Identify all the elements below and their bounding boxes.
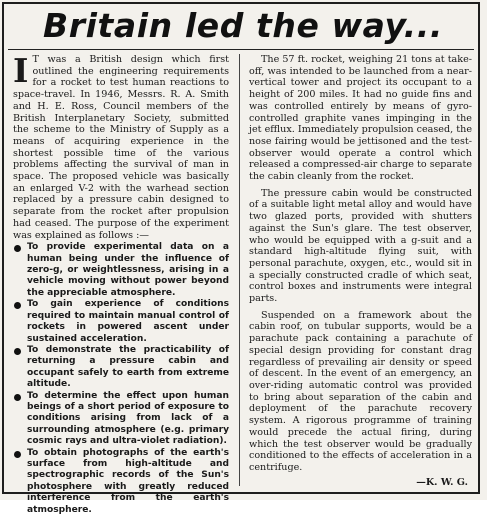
bullet-icon	[14, 394, 21, 401]
bullet-icon	[14, 302, 21, 309]
body-paragraph: The pressure cabin would be constructed of a suitable light metal alloy and would have two glazed ports, provided with shutters against the Sun's glare. The test observer, who would be equipped with a g-suit and a standard high-altitude flying suit, with personal parachute, oxygen, etc., would sit in a specially constructed cradle of which seat, control boxes and instruments were integral parts.	[249, 187, 472, 305]
objective-text: To provide experimental data on a human being under the influence of zero-g, or weightlessness, arising in a vehicle moving without power beyond the appreciable atmosphere.	[27, 242, 229, 298]
body-paragraph: Suspended on a framework about the cabin roof, on tubular supports, would be a parachute pack containing a parachute of special design providing for constant drag regardless of prevailing air density or speed of descent. In the event of an emergency, an over-riding automatic control was provided to bring about separation of the cabin and deployment of the parachute recovery system. A rigorous programme of training would precede the actual firing, during which the test observer would be gradually conditioned to the effects of acceleration in a centrifuge.	[249, 309, 472, 473]
right-column	[249, 54, 472, 494]
intro-paragraph	[13, 51, 229, 241]
column-divider	[239, 54, 240, 486]
objective-item	[13, 391, 229, 448]
objective-text: To determine the effect upon human beings of a short period of exposure to conditions arising from lack of a surrounding atmosphere (e.g. primary cosmic rays and ultra-violet radiation).	[27, 390, 229, 447]
author-signature: —K. W. G.	[416, 476, 468, 488]
headline: Britain led the way...	[42, 6, 444, 45]
bullet-icon	[14, 451, 21, 458]
intro-text: T was a British design which first outlined the engineering requirements for a rocket to test human reactions to space-travel. In 1946, Messrs. R. A. Smith and H. E. Ross, Council members of the British Interplanetary Society, submitted the scheme to the Ministry of Supply as a means of acquiring experience in the shortest possible time of the various problems affecting the survival of man in space. The proposed vehicle was basically an enlarged V-2 with the warhead section replaced by a pressure cabin designed to separate from the rocket after propulsion had ceased. The purpose of the experiment was explained as follows :—	[13, 54, 229, 241]
objective-text: To demonstrate the practicability of returning a pressure cabin and occupant safely to earth from extreme altitude.	[27, 344, 229, 390]
objective-item	[13, 448, 229, 516]
objective-text: To obtain photographs of the earth's surface from high-altitude and spectrographic records of the Sun's photosphere with greatly reduced interference from the earth's atmosphere.	[27, 447, 229, 515]
body-paragraph: The 57 ft. rocket, weighing 21 tons at take-off, was intended to be launched from a near-vertical tower and project its occupant to a height of 200 miles. It had no guide fins and was controlled entirely by means of gyro-controlled graphite vanes impinging in the jet efflux. Immediately propulsion ceased, the nose fairing would be jettisoned and the test-observer would operate a control which released a compressed-air charge to separate the cabin cleanly from the rocket.	[249, 54, 472, 183]
headline-rule	[8, 49, 474, 50]
bullet-icon	[14, 245, 21, 252]
bullet-icon	[14, 348, 21, 355]
objectives-list	[13, 242, 229, 516]
left-column	[13, 51, 229, 515]
drop-cap: I	[13, 51, 29, 90]
objective-item	[13, 299, 229, 345]
objective-item	[13, 345, 229, 391]
objective-item	[13, 242, 229, 299]
objective-text: To gain experience of conditions required to maintain manual control of rockets in powered ascent under sustained acceleration.	[27, 299, 229, 344]
